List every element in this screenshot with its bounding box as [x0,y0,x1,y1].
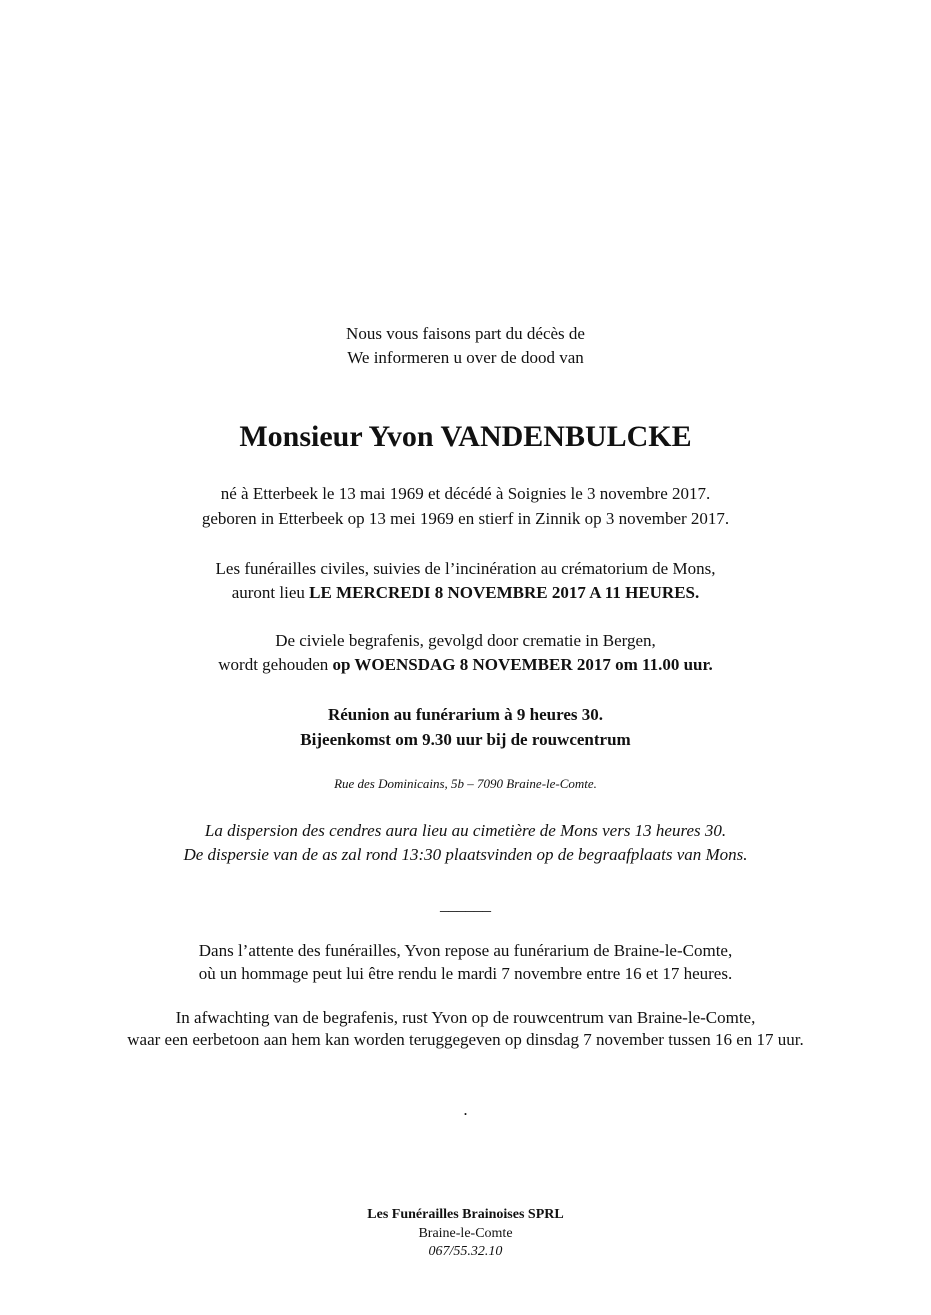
intro-fr: Nous vous faisons part du décès de [346,324,585,343]
deceased-name: Monsieur Yvon VANDENBULCKE [239,420,692,453]
dot: . [463,1100,468,1119]
funeral-nl-line1: De civiele begrafenis, gevolgd door crematie in Bergen, [275,631,656,650]
address: Rue des Dominicains, 5b – 7090 Braine-le-Comte. [334,776,597,791]
wake-fr-line1: Dans l’attente des funérailles, Yvon repose au funérarium de Braine-le-Comte, [198,941,733,960]
funeral-nl-prefix: wordt gehouden [218,655,333,674]
funeral-fr-line1: Les funérailles civiles, suivies de l’incinération au crématorium de Mons, [215,559,716,578]
footer-company: Les Funérailles Brainoises SPRL [367,1207,564,1222]
separator: ______ [440,895,491,914]
funeral-fr-line2 [0,582,931,604]
wake-nl-line1: In afwachting van de begrafenis, rust Yvon op de rouwcentrum van Braine-le-Comte, [175,1008,756,1027]
funeral-nl-line2 [0,654,931,676]
meeting-fr: Réunion au funérarium à 9 heures 30. [327,705,603,724]
birth-fr: né à Etterbeek le 13 mai 1969 et décédé à Soignies le 3 novembre 2017. [220,484,711,503]
footer-phone: 067/55.32.10 [428,1244,503,1259]
funeral-nl-date: op WOENSDAG 8 NOVEMBER 2017 om 11.00 uur. [332,655,713,674]
funeral-fr-date: LE MERCREDI 8 NOVEMBRE 2017 A 11 HEURES. [309,583,700,602]
dispersion-fr: La dispersion des cendres aura lieu au cimetière de Mons vers 13 heures 30. [204,821,727,840]
meeting-nl: Bijeenkomst om 9.30 uur bij de rouwcentrum [300,730,631,749]
birth-nl: geboren in Etterbeek op 13 mei 1969 en stierf in Zinnik op 3 november 2017. [201,509,730,528]
funeral-fr-prefix: auront lieu [231,583,310,602]
intro-nl: We informeren u over de dood van [347,348,584,367]
wake-nl-line2: waar een eerbetoon aan hem kan worden teruggegeven op dinsdag 7 november tussen 16 en 17 uur. [127,1030,804,1049]
dispersion-nl: De dispersie van de as zal rond 13:30 plaatsvinden op de begraafplaats van Mons. [183,845,748,864]
wake-fr-line2: où un hommage peut lui être rendu le mardi 7 novembre entre 16 et 17 heures. [198,964,733,983]
footer-city: Braine-le-Comte [418,1226,513,1241]
